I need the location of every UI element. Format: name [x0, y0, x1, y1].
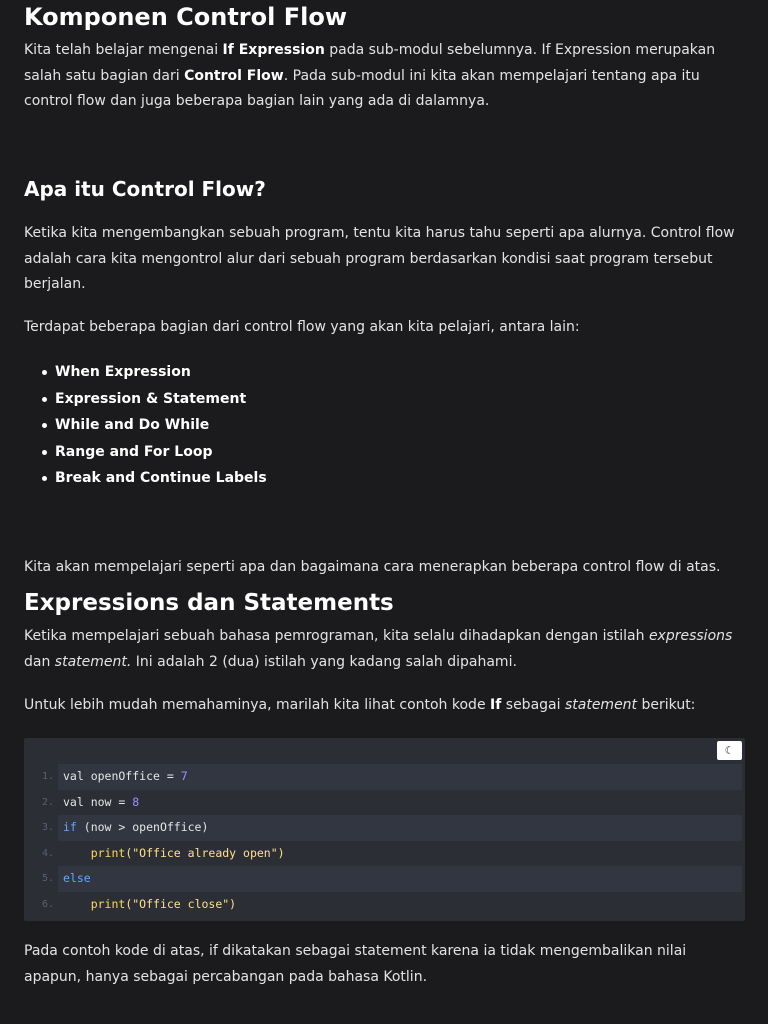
- code-lines: [24, 764, 745, 918]
- italic-expressions: expressions: [648, 628, 733, 644]
- code-string: ("Office close"): [125, 896, 237, 911]
- list-item: [24, 465, 267, 492]
- code-indent: [63, 897, 91, 911]
- code-text: [58, 790, 742, 816]
- code-function: print: [90, 896, 126, 911]
- code-text: [58, 815, 742, 841]
- code-string: ("Office already open"): [125, 845, 285, 860]
- intro-paragraph: [24, 38, 736, 115]
- intro-bold-if-expression: If Expression: [222, 42, 325, 58]
- bold-if: If: [490, 697, 502, 713]
- code-line: [24, 866, 745, 892]
- list-item: [24, 386, 267, 413]
- code-keyword: else: [63, 871, 91, 886]
- bullet-icon: [42, 423, 47, 428]
- code-text: [58, 764, 742, 790]
- line-number: 6.: [41, 898, 54, 910]
- control-flow-closing: Kita akan mempelajari seperti apa dan bagaimana cara menerapkan beberapa control flow di atas.: [24, 559, 721, 575]
- code-number: 8: [132, 794, 140, 809]
- code-text: [58, 866, 742, 892]
- code-token: (now > openOffice): [76, 820, 209, 835]
- line-number: 3.: [41, 822, 54, 834]
- line-number: 1.: [41, 771, 54, 782]
- code-indent: [63, 846, 91, 860]
- list-item-label: Break and Continue Labels: [55, 470, 267, 486]
- code-token: val now =: [63, 794, 133, 809]
- code-line: [24, 892, 745, 918]
- list-item: [24, 439, 267, 466]
- code-line: [24, 815, 745, 841]
- intro-text-1: Kita telah belajar mengenai: [24, 42, 223, 58]
- code-example-intro: [24, 693, 736, 719]
- bullet-icon: [42, 450, 47, 455]
- section-heading-expressions: Expressions dan Statements: [24, 590, 394, 616]
- code-text: [58, 841, 742, 867]
- text: Ini adalah 2 (dua) istilah yang kadang salah dipahami.: [131, 653, 517, 670]
- expressions-intro-paragraph: [24, 624, 736, 675]
- italic-statement: statement: [564, 697, 638, 713]
- bullet-icon: [42, 476, 47, 481]
- code-line: [24, 841, 745, 867]
- list-item-label: While and Do While: [55, 417, 210, 433]
- code-keyword: if: [63, 820, 77, 835]
- intro-text-3: . Pada sub-modul ini kita akan mempelajari tentang apa itu control flow dan juga beberapa bagian lain yang ada di dalamnya.: [24, 67, 700, 109]
- bullet-icon: [42, 370, 47, 375]
- text: berikut:: [637, 697, 696, 713]
- code-block: [24, 738, 745, 921]
- italic-statement: statement.: [54, 653, 132, 670]
- code-line: [24, 790, 745, 816]
- code-function: print: [90, 845, 126, 860]
- line-number: 5.: [41, 873, 54, 885]
- text: sebagai: [501, 697, 565, 713]
- list-item-label: When Expression: [55, 364, 191, 380]
- intro-text-2: pada sub-modul sebelumnya. If Expression merupakan salah satu bagian dari: [24, 42, 716, 84]
- theme-toggle-button[interactable]: [717, 741, 742, 760]
- control-flow-topic-list: [24, 359, 267, 492]
- page-title: Komponen Control Flow: [24, 3, 347, 31]
- list-item: [24, 412, 267, 439]
- moon-icon: ☾: [724, 744, 735, 757]
- code-token: val openOffice =: [63, 769, 181, 783]
- list-item: [24, 359, 267, 386]
- line-number: 4.: [41, 847, 54, 859]
- statement-explanation: Pada contoh kode di atas, if dikatakan sebagai statement karena ia tidak mengembalikan nilai apapun, hanya sebagai percabangan pada bahasa Kotlin.: [24, 943, 687, 985]
- bullet-icon: [42, 397, 47, 402]
- control-flow-description: Ketika kita mengembangkan sebuah program, tentu kita harus tahu seperti apa alurnya. Control flow adalah cara kita mengontrol alur dari sebuah program berdasarkan kondisi saat program tersebut berjalan.: [24, 225, 735, 292]
- intro-bold-control-flow: Control Flow: [184, 67, 284, 84]
- text: Ketika mempelajari sebuah bahasa pemrograman, kita selalu dihadapkan dengan istilah: [24, 628, 649, 644]
- list-item-label: Range and For Loop: [55, 443, 213, 460]
- code-number: 7: [180, 769, 188, 783]
- text: Untuk lebih mudah memahaminya, marilah kita lihat contoh kode: [24, 697, 491, 713]
- code-text: [58, 892, 742, 918]
- section-heading-control-flow: Apa itu Control Flow?: [24, 177, 266, 201]
- line-number: 2.: [41, 796, 54, 808]
- code-line: [24, 764, 745, 790]
- text: dan: [24, 653, 55, 670]
- list-item-label: Expression & Statement: [55, 390, 247, 407]
- control-flow-list-intro: Terdapat beberapa bagian dari control flow yang akan kita pelajari, antara lain:: [24, 319, 580, 335]
